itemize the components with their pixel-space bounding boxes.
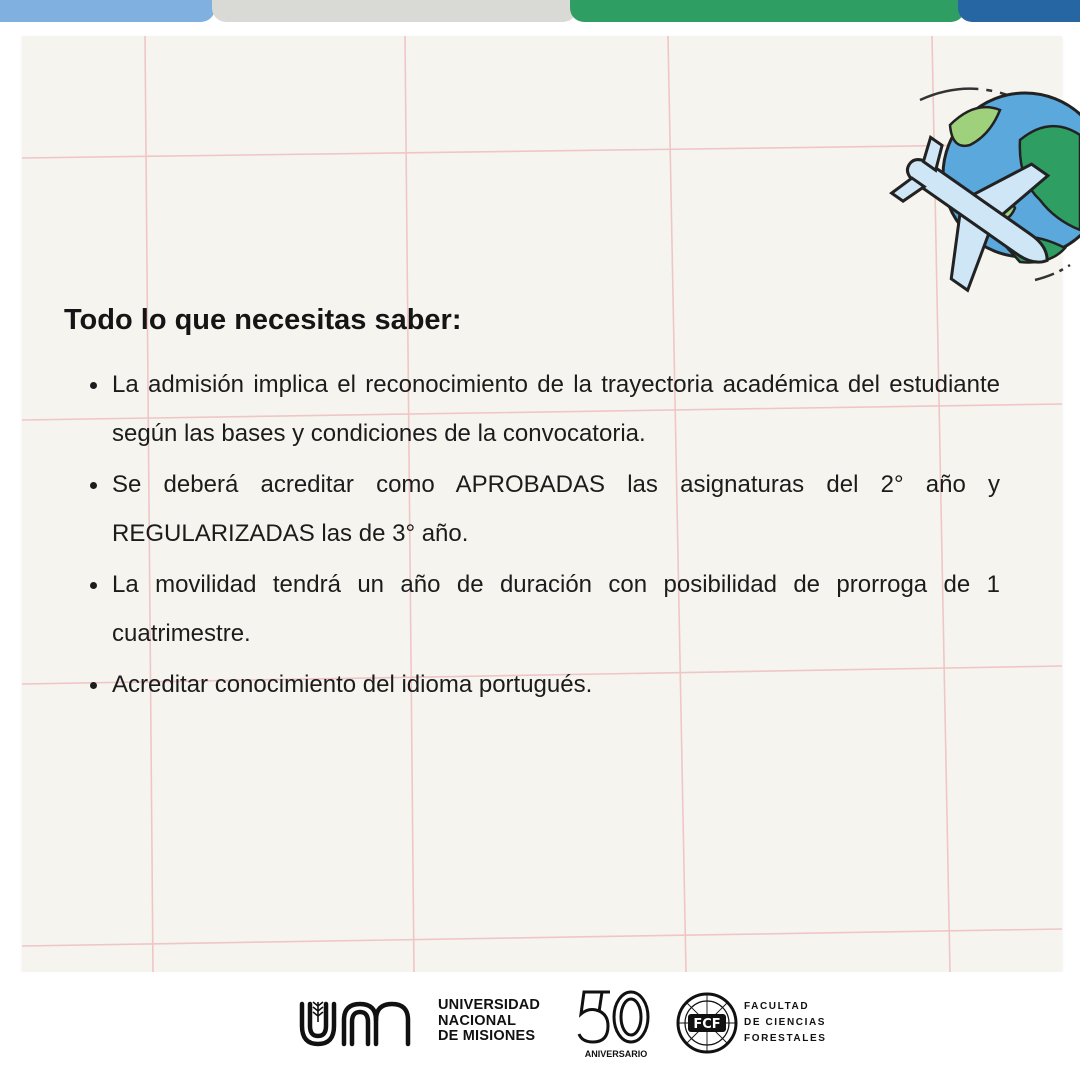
list-item: • La movilidad tendrá un año de duración con posibilidad de prorroga de 1 cuatrimestre. — [110, 560, 1000, 658]
list-item: • La admisión implica el reconocimiento de la trayectoria académica del estudiante según las bases y condiciones de la convocatoria. — [110, 360, 1000, 458]
unam-name — [438, 998, 568, 1045]
faculty-name-line: DE CIENCIAS — [744, 1017, 827, 1028]
faculty-name-line: FACULTAD — [744, 1001, 810, 1012]
fcf-seal-logo — [676, 992, 738, 1054]
requirements-list — [82, 360, 1000, 711]
list-item: • Se deberá acreditar como APROBADAS las asignaturas del 2° año y REGULARIZADAS las de 3° año. — [110, 460, 1000, 558]
unam-name-line: NACIONAL — [438, 1012, 517, 1029]
svg-text:FCF: FCF — [693, 1017, 721, 1032]
unam-name-line: DE MISIONES — [438, 1028, 536, 1044]
top-color-bar — [0, 0, 1080, 22]
list-item: • Acreditar conocimiento del idioma portugués. — [110, 660, 1000, 709]
top-bar-dark-blue — [958, 0, 1080, 22]
unam-logo — [298, 996, 418, 1048]
globe-with-airplane-icon — [880, 80, 1080, 310]
top-bar-gray — [212, 0, 577, 22]
anniversary-label: ANIVERSARIO — [584, 1049, 648, 1059]
fifty-anniversary-logo — [576, 988, 652, 1046]
top-bar-light-blue — [0, 0, 215, 22]
faculty-name — [744, 999, 826, 1047]
top-bar-green — [570, 0, 965, 22]
page-heading: Todo lo que necesitas saber: — [64, 304, 462, 336]
unam-name-line: UNIVERSIDAD — [438, 997, 541, 1013]
faculty-name-line: FORESTALES — [744, 1033, 827, 1044]
